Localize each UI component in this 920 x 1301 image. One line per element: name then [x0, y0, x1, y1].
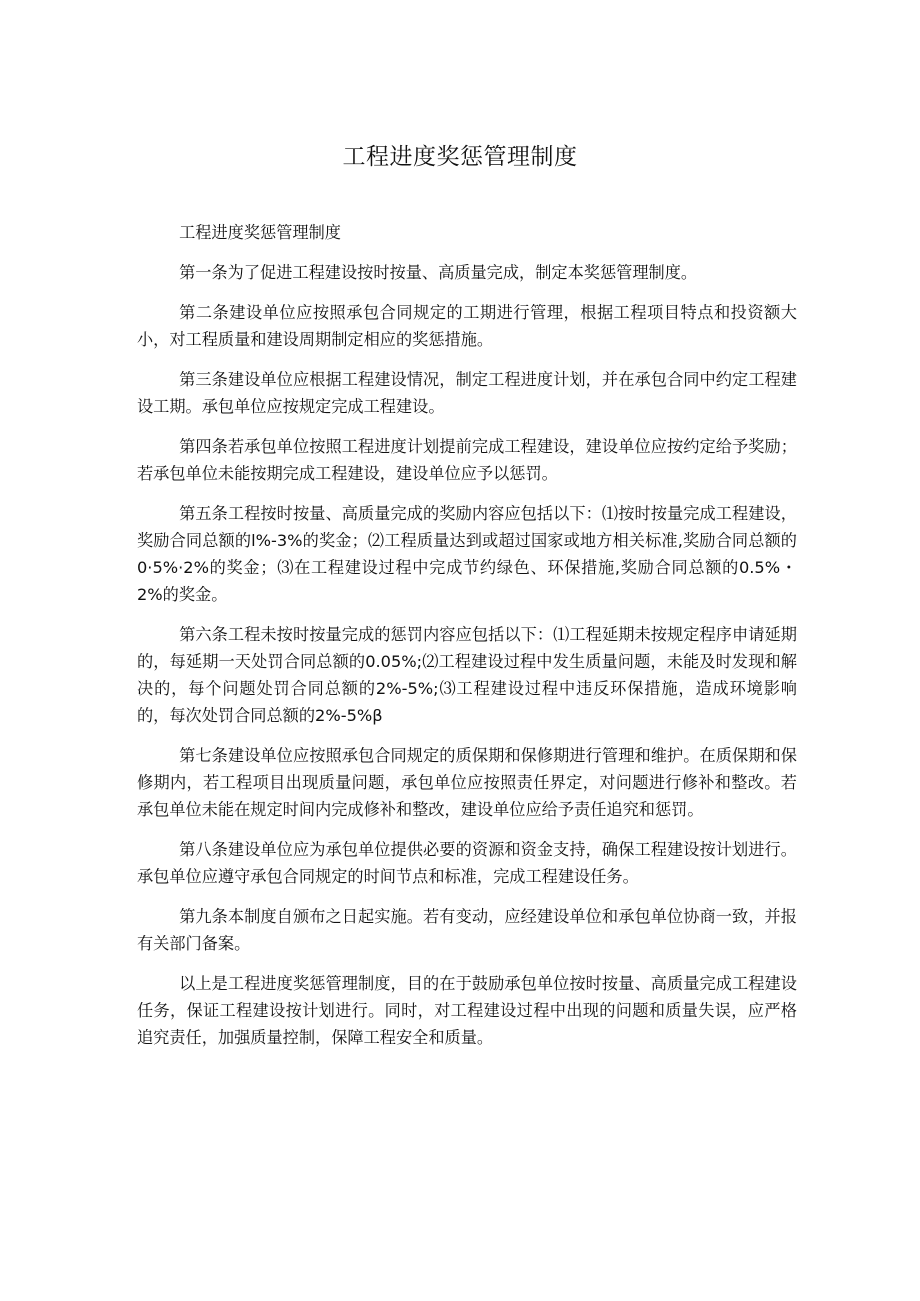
paragraph-heading: 工程进度奖惩管理制度 [179, 223, 341, 242]
document-body [137, 219, 797, 1064]
paragraph-article-6: 第六条工程未按时按量完成的惩罚内容应包括以下：⑴工程延期未按规定程序申请延期的，每延期一天处罚合同总额的0.05%;⑵工程建设过程中发生质量问题，未能及时发现和解决的，每个问题处罚合同总额的2%-5%;⑶工程建设过程中违反环保措施，造成环境影响的，每次处罚合同总额的2%-5%β [137, 625, 797, 725]
paragraph-article-5: 第五条工程按时按量、高质量完成的奖励内容应包括以下：⑴按时按量完成工程建设，奖励合同总额的l%-3%的奖金；⑵工程质量达到或超过国家或地方相关标准,奖励合同总额的0·5%·2%的奖金；⑶在工程建设过程中完成节约绿色、环保措施,奖励合同总额的0.5%・2%的奖金。 [137, 504, 797, 604]
document-title: 工程进度奖惩管理制度 [342, 144, 578, 170]
paragraph-article-3: 第三条建设单位应根据工程建设情况，制定工程进度计划，并在承包合同中约定工程建设工期。承包单位应按规定完成工程建设。 [137, 370, 797, 416]
paragraph-article-1: 第一条为了促进工程建设按时按量、高质量完成，制定本奖惩管理制度。 [179, 263, 698, 282]
paragraph-article-8: 第八条建设单位应为承包单位提供必要的资源和资金支持，确保工程建设按计划进行。承包单位应遵守承包合同规定的时间节点和标准，完成工程建设任务。 [137, 840, 797, 886]
paragraph-article-4: 第四条若承包单位按照工程进度计划提前完成工程建设，建设单位应按约定给予奖励；若承包单位未能按期完成工程建设，建设单位应予以惩罚。 [137, 437, 797, 483]
paragraph-conclusion: 以上是工程进度奖惩管理制度，目的在于鼓励承包单位按时按量、高质量完成工程建设任务，保证工程建设按计划进行。同时，对工程建设过程中出现的问题和质量失误，应严格追究责任，加强质量控制，保障工程安全和质量。 [137, 974, 797, 1047]
paragraph-article-7: 第七条建设单位应按照承包合同规定的质保期和保修期进行管理和维护。在质保期和保修期内，若工程项目出现质量问题，承包单位应按照责任界定，对问题进行修补和整改。若承包单位未能在规定时间内完成修补和整改，建设单位应给予责任追究和惩罚。 [137, 746, 797, 819]
paragraph-article-9: 第九条本制度自颁布之日起实施。若有变动，应经建设单位和承包单位协商一致，并报有关部门备案。 [137, 907, 797, 953]
paragraph-article-2: 第二条建设单位应按照承包合同规定的工期进行管理，根据工程项目特点和投资额大小，对工程质量和建设周期制定相应的奖惩措施。 [137, 303, 797, 349]
